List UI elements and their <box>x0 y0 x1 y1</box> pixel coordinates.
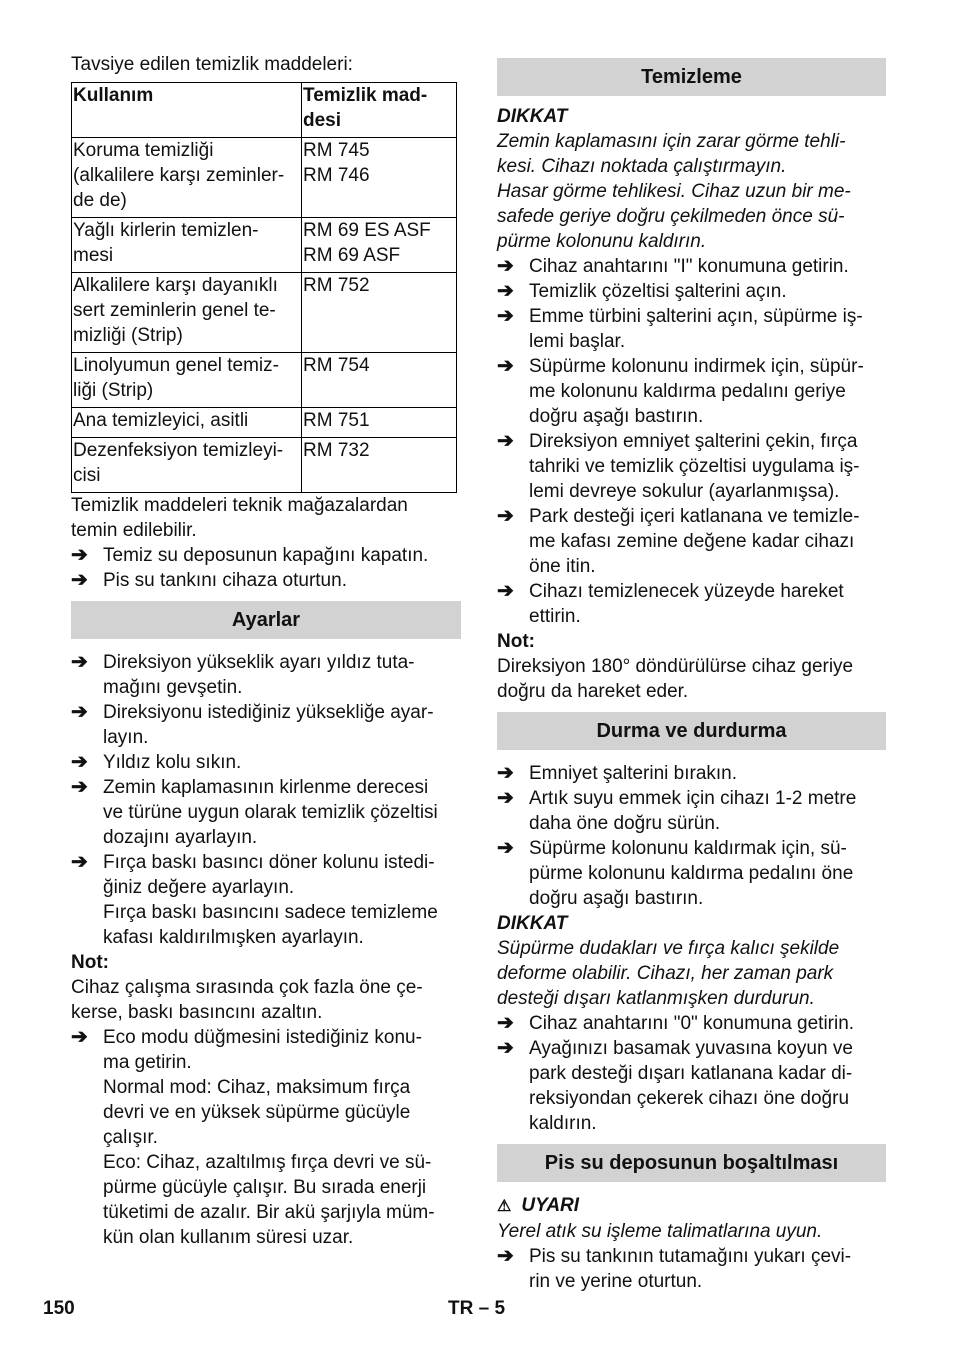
list-item <box>71 750 461 775</box>
caution-label: DIKKAT <box>497 106 568 127</box>
arrow-right-icon: ➔ <box>497 255 514 277</box>
list-item <box>71 775 461 850</box>
arrow-right-icon: ➔ <box>71 701 88 723</box>
step-text: Yıldız kolu sıkın. <box>103 752 242 773</box>
eco-mode-text: Eco: Cihaz, azaltılmış fırça devri ve sü- pürme gücüyle çalışır. Bu sırada enerji tüketimi de azalır. Bir akü şarjıyla müm- kün olan kullanım süresi uzar. <box>103 1152 435 1248</box>
detergent-cell: RM 754 <box>302 353 457 408</box>
stop-steps-list <box>497 761 886 911</box>
step-text: Pis su tankının tutamağını yukarı çevi- rin ve yerine oturtun. <box>529 1246 852 1292</box>
arrow-right-icon: ➔ <box>497 505 514 527</box>
step-text: Süpürme kolonunu kaldırmak için, sü- pürme kolonunu kaldırma pedalını öne doğru aşağı bastırın. <box>529 838 854 909</box>
header-detergent: Temizlik mad- desi <box>302 83 457 138</box>
detergent-cell: RM 745 RM 746 <box>302 138 457 218</box>
list-item <box>497 429 886 504</box>
step-text: Artık suyu emmek için cihazı 1-2 metre daha öne doğru sürün. <box>529 788 857 834</box>
list-item <box>71 850 461 900</box>
detergent-cell: RM 752 <box>302 273 457 353</box>
arrow-right-icon: ➔ <box>497 280 514 302</box>
arrow-right-icon: ➔ <box>71 544 88 566</box>
usage-cell: Koruma temizliği (alkalilere karşı zeminler- de de) <box>72 138 302 218</box>
warning-text: Yerel atık su işleme talimatlarına uyun. <box>497 1221 823 1242</box>
list-item <box>497 304 886 354</box>
step-text: Direksiyonu istediğiniz yüksekliğe ayar- layın. <box>103 702 434 748</box>
table-body <box>72 138 457 493</box>
list-item <box>497 279 886 304</box>
step-text: Ayağınızı basamak yuvasına koyun ve park desteği dışarı katlanana kadar di- reksiyondan çekerek cihazı öne doğru kaldırın. <box>529 1038 853 1134</box>
right-column <box>497 52 886 1294</box>
arrow-right-icon: ➔ <box>71 776 88 798</box>
after-table-text: Temizlik maddeleri teknik mağazalardan temin edilebilir. <box>71 495 408 541</box>
section-title-ayarlar: Ayarlar <box>71 601 461 639</box>
list-item <box>71 700 461 750</box>
arrow-right-icon: ➔ <box>497 762 514 784</box>
usage-cell: Ana temizleyici, asitli <box>72 408 302 438</box>
warning-label: UYARI <box>521 1195 580 1216</box>
arrow-right-icon: ➔ <box>497 305 514 327</box>
step-text: Direksiyon yükseklik ayarı yıldız tuta- mağını gevşetin. <box>103 652 415 698</box>
warning-heading <box>497 1193 886 1219</box>
step-text: Süpürme kolonunu indirmek için, süpür- me kolonunu kaldırma pedalını geriye doğru aşağı bastırın. <box>529 356 864 427</box>
note-label: Not: <box>71 952 109 973</box>
section-title-pis-su: Pis su deposunun boşaltılması <box>497 1144 886 1182</box>
arrow-right-icon: ➔ <box>497 1012 514 1034</box>
note-text: Cihaz çalışma sırasında çok fazla öne çe- kerse, baskı basıncını azaltın. <box>71 977 423 1023</box>
section-title-durma: Durma ve durdurma <box>497 712 886 750</box>
step-text: Emme türbini şalterini açın, süpürme iş- lemi başlar. <box>529 306 863 352</box>
arrow-right-icon: ➔ <box>71 751 88 773</box>
caution-label: DIKKAT <box>497 913 568 934</box>
usage-cell: Dezenfeksiyon temizleyi- cisi <box>72 438 302 493</box>
recommended-detergents-intro: Tavsiye edilen temizlik maddeleri: <box>71 54 353 75</box>
list-item <box>497 354 886 429</box>
arrow-right-icon: ➔ <box>71 1026 88 1048</box>
step-text: Fırça baskı basıncı döner kolunu istedi- ğiniz değere ayarlayın. <box>103 852 435 898</box>
table-row <box>72 408 457 438</box>
usage-cell: Yağlı kirlerin temizlen- mesi <box>72 218 302 273</box>
step-text: Cihazı temizlenecek yüzeyde hareket ettirin. <box>529 581 844 627</box>
warning-triangle-icon: ⚠ <box>497 1198 512 1215</box>
step-text: Zemin kaplamasının kirlenme derecesi ve türüne uygun olarak temizlik çözeltisi dozajını ayarlayın. <box>103 777 438 848</box>
list-item <box>497 1011 886 1036</box>
brush-pressure-subtext: Fırça baskı basıncını sadece temizleme kafası kaldırılmışken ayarlayın. <box>103 902 438 948</box>
detergent-cell: RM 732 <box>302 438 457 493</box>
table-row <box>72 273 457 353</box>
step-text: Direksiyon emniyet şalterini çekin, fırça tahriki ve temizlik çözeltisi uygulama iş- lemi devreye sokulur (ayarlanmışsa). <box>529 431 860 502</box>
table-row <box>72 438 457 493</box>
list-item <box>497 579 886 629</box>
left-column <box>71 52 461 1250</box>
list-item <box>497 836 886 911</box>
steps-top-list <box>71 543 461 593</box>
step-text: Park desteği içeri katlanana ve temizle- me kafası zemine değene kadar cihazı öne itin. <box>529 506 860 577</box>
drain-steps-list <box>497 1244 886 1294</box>
step-text: Eco modu düğmesini istediğiniz konu- ma getirin. <box>103 1027 422 1073</box>
step-text: Cihaz anahtarını "I" konumuna getirin. <box>529 256 849 277</box>
arrow-right-icon: ➔ <box>497 1245 514 1267</box>
step-text: Emniyet şalterini bırakın. <box>529 763 738 784</box>
settings-steps-list <box>71 650 461 900</box>
list-item <box>71 650 461 700</box>
usage-cell: Linolyumun genel temiz- liği (Strip) <box>72 353 302 408</box>
detergent-table <box>71 82 457 493</box>
shutdown-steps-list <box>497 1011 886 1136</box>
table-row <box>72 218 457 273</box>
table-row <box>72 138 457 218</box>
page-number: 150 <box>43 1298 75 1319</box>
step-text: Temiz su deposunun kapağını kapatın. <box>103 545 429 566</box>
list-item <box>497 761 886 786</box>
list-item <box>71 543 461 568</box>
arrow-right-icon: ➔ <box>497 837 514 859</box>
section-title-temizleme: Temizleme <box>497 58 886 96</box>
arrow-right-icon: ➔ <box>497 430 514 452</box>
detergent-cell: RM 751 <box>302 408 457 438</box>
language-page-label: TR – 5 <box>448 1298 506 1319</box>
caution-text: Zemin kaplamasını için zarar görme tehli- kesi. Cihazı noktada çalıştırmayın. Hasar görme tehlikesi. Cihaz uzun bir me- safede geriye doğru çekilmeden önce sü- pürme kolonunu kaldırın. <box>497 131 851 252</box>
note-text: Direksiyon 180° döndürülürse cihaz geriye doğru da hareket eder. <box>497 656 854 702</box>
list-item <box>497 1036 886 1136</box>
arrow-right-icon: ➔ <box>71 569 88 591</box>
cleaning-steps-list <box>497 254 886 629</box>
list-item <box>71 568 461 593</box>
step-text: Pis su tankını cihaza oturtun. <box>103 570 347 591</box>
table-row <box>72 353 457 408</box>
arrow-right-icon: ➔ <box>71 851 88 873</box>
arrow-right-icon: ➔ <box>497 787 514 809</box>
list-item <box>497 254 886 279</box>
arrow-right-icon: ➔ <box>497 355 514 377</box>
detergent-cell: RM 69 ES ASF RM 69 ASF <box>302 218 457 273</box>
table-header-row <box>72 83 457 138</box>
normal-mode-text: Normal mod: Cihaz, maksimum fırça devri ve en yüksek süpürme gücüyle çalışır. <box>103 1077 411 1148</box>
arrow-right-icon: ➔ <box>497 1037 514 1059</box>
header-usage: Kullanım <box>72 83 302 138</box>
list-item <box>71 1025 461 1075</box>
step-text: Temizlik çözeltisi şalterini açın. <box>529 281 787 302</box>
list-item <box>497 786 886 836</box>
arrow-right-icon: ➔ <box>71 651 88 673</box>
usage-cell: Alkalilere karşı dayanıklı sert zeminlerin genel te- mizliği (Strip) <box>72 273 302 353</box>
arrow-right-icon: ➔ <box>497 580 514 602</box>
caution-text: Süpürme dudakları ve fırça kalıcı şekilde deforme olabilir. Cihazı, her zaman park desteği dışarı katlanmışken durdurun. <box>497 938 840 1009</box>
step-text: Cihaz anahtarını "0" konumuna getirin. <box>529 1013 855 1034</box>
note-label: Not: <box>497 631 535 652</box>
list-item <box>497 1244 886 1294</box>
list-item <box>497 504 886 579</box>
